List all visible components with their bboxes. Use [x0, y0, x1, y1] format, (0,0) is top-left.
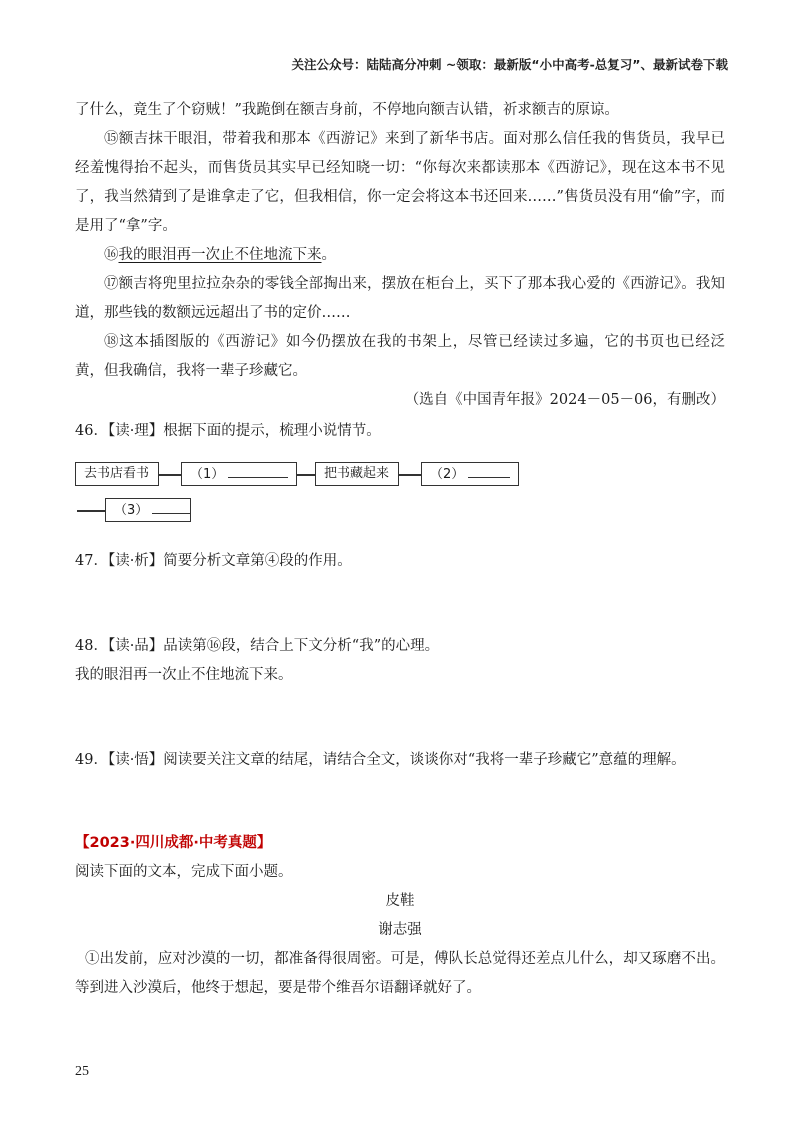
- article-author: 谢志强: [378, 922, 422, 938]
- flow-box-5-label: （3）: [114, 503, 149, 518]
- flow-connector: [77, 510, 105, 512]
- article-paragraph-1: ①出发前，应对沙漠的一切，都准备得很周密。可是，傅队长总觉得还差点儿什么，却又琢磨不出。等到进入沙漠后，他终于想起，要是带个维吾尔语翻译就好了。: [75, 951, 725, 996]
- flow-connector: [159, 474, 181, 476]
- page-content: [75, 96, 725, 1003]
- flow-box-2: [181, 462, 297, 486]
- flow-connector: [297, 474, 315, 476]
- exam-source-tag: 【2023·四川成都·中考真题】: [75, 835, 272, 851]
- flow-box-4: [421, 462, 519, 486]
- question-46: 46．【读·理】根据下面的提示，梳理小说情节。: [75, 423, 381, 439]
- answer-blank-2[interactable]: [468, 463, 510, 478]
- paragraph-18: ⑱这本插图版的《西游记》如今仍摆放在我的书架上，尽管已经读过多遍，它的书页也已经泛黄，但我确信，我将一辈子珍藏它。: [75, 334, 725, 379]
- paragraph-continuation: 了什么，竟生了个窃贼！”我跪倒在额吉身前，不停地向额吉认错，祈求额吉的原谅。: [75, 102, 619, 118]
- answer-blank-1[interactable]: [228, 463, 288, 478]
- paragraph-15: ⑮额吉抹干眼泪，带着我和那本《西游记》来到了新华书店。面对那么信任我的售货员，我早已经羞愧得抬不起头，而售货员其实早已经知晓一切：“你每次来都读那本《西游记》，现在这本书不见了，我当然猜到了是谁拿走了它，但我相信，你一定会将这本书还回来……”售货员没有用“偷”字，而是用了“拿”字。: [75, 131, 725, 234]
- paragraph-16-number: ⑯: [104, 247, 119, 263]
- question-49: 49．【读·悟】阅读要关注文章的结尾，请结合全文，谈谈你对“我将一辈子珍藏它”意蕴的理解。: [75, 752, 686, 768]
- paragraph-16: [75, 241, 725, 270]
- answer-blank-3[interactable]: [152, 499, 190, 514]
- article-title: 皮鞋: [385, 893, 415, 909]
- paragraph-16-underlined: 我的眼泪再一次止不住地流下来: [118, 247, 322, 263]
- question-48: 48．【读·品】品读第⑯段，结合上下文分析“我”的心理。: [75, 638, 440, 654]
- reading-instruction: 阅读下面的文本，完成下面小题。: [75, 864, 293, 880]
- question-48-quote: 我的眼泪再一次止不住地流下来。: [75, 667, 293, 683]
- flow-box-2-label: （1）: [190, 467, 225, 482]
- flow-box-5: [105, 498, 191, 522]
- plot-flowchart: [75, 456, 725, 551]
- page-header: 关注公众号：陆陆高分冲刺 ~领取：最新版“小中高考-总复习”、最新试卷下载: [291, 57, 728, 72]
- source-citation: （选自《中国青年报》2024－05－06，有删改）: [404, 392, 725, 408]
- flow-box-4-label: （2）: [430, 467, 465, 482]
- page-number: 25: [75, 1064, 89, 1079]
- flow-connector: [399, 474, 421, 476]
- flow-box-1: 去书店看书: [75, 462, 159, 486]
- flow-box-3: 把书藏起来: [315, 462, 399, 486]
- question-47: 47．【读·析】简要分析文章第④段的作用。: [75, 553, 352, 569]
- paragraph-16-end: 。: [321, 247, 336, 263]
- paragraph-17: ⑰额吉将兜里拉拉杂杂的零钱全部掏出来，摆放在柜台上，买下了那本我心爱的《西游记》。我知道，那些钱的数额远远超出了书的定价……: [75, 276, 725, 321]
